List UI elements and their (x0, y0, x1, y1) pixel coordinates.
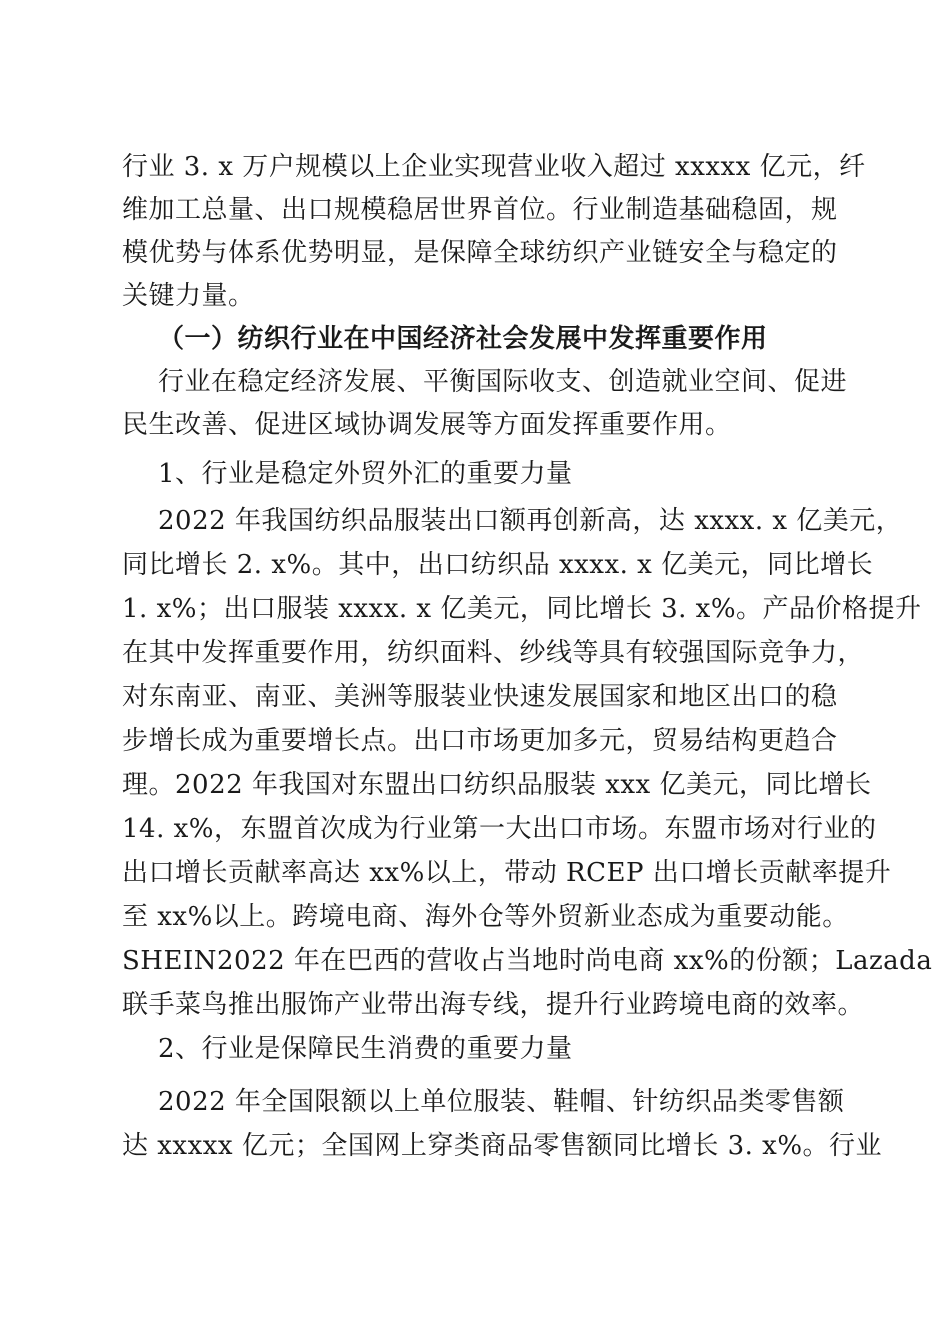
text-line: 对东南亚、南亚、美洲等服装业快速发展国家和地区出口的稳 (122, 682, 838, 712)
subsection-heading: 2、行业是保障民生消费的重要力量 (158, 1034, 573, 1064)
text-line: 至 xx%以上。跨境电商、海外仓等外贸新业态成为重要动能。 (122, 902, 849, 932)
text-line: SHEIN2022 年在巴西的营收占当地时尚电商 xx%的份额；Lazada (122, 946, 933, 976)
text-line: 民生改善、促进区域协调发展等方面发挥重要作用。 (122, 410, 732, 440)
text-line: 1. x%；出口服装 xxxx. x 亿美元，同比增长 3. x%。产品价格提升 (122, 594, 922, 624)
text-line: 同比增长 2. x%。其中，出口纺织品 xxxx. x 亿美元，同比增长 (122, 550, 874, 580)
text-line: 联手菜鸟推出服饰产业带出海专线，提升行业跨境电商的效率。 (122, 990, 865, 1020)
text-line: 行业在稳定经济发展、平衡国际收支、创造就业空间、促进 (158, 367, 848, 397)
text-line: 行业 3. x 万户规模以上企业实现营业收入超过 xxxxx 亿元，纤 (122, 152, 866, 182)
text-line: 维加工总量、出口规模稳居世界首位。行业制造基础稳固，规 (122, 195, 838, 225)
text-line: 出口增长贡献率高达 xx%以上，带动 RCEP 出口增长贡献率提升 (122, 858, 892, 888)
text-line: 步增长成为重要增长点。出口市场更加多元，贸易结构更趋合 (122, 726, 838, 756)
text-line: 2022 年我国纺织品服装出口额再创新高，达 xxxx. x 亿美元， (158, 506, 903, 536)
text-line: 2022 年全国限额以上单位服装、鞋帽、针纺织品类零售额 (158, 1087, 845, 1117)
text-line: 关键力量。 (122, 281, 255, 311)
text-line: 理。2022 年我国对东盟出口纺织品服装 xxx 亿美元，同比增长 (122, 770, 872, 800)
text-line: 14. x%，东盟首次成为行业第一大出口市场。东盟市场对行业的 (122, 814, 877, 844)
text-line: 达 xxxxx 亿元；全国网上穿类商品零售额同比增长 3. x%。行业 (122, 1131, 883, 1161)
subsection-heading: 1、行业是稳定外贸外汇的重要力量 (158, 459, 573, 489)
section-heading: （一）纺织行业在中国经济社会发展中发挥重要作用 (158, 324, 768, 354)
text-line: 在其中发挥重要作用，纺织面料、纱线等具有较强国际竞争力， (122, 638, 865, 668)
text-line: 模优势与体系优势明显，是保障全球纺织产业链安全与稳定的 (122, 238, 838, 268)
